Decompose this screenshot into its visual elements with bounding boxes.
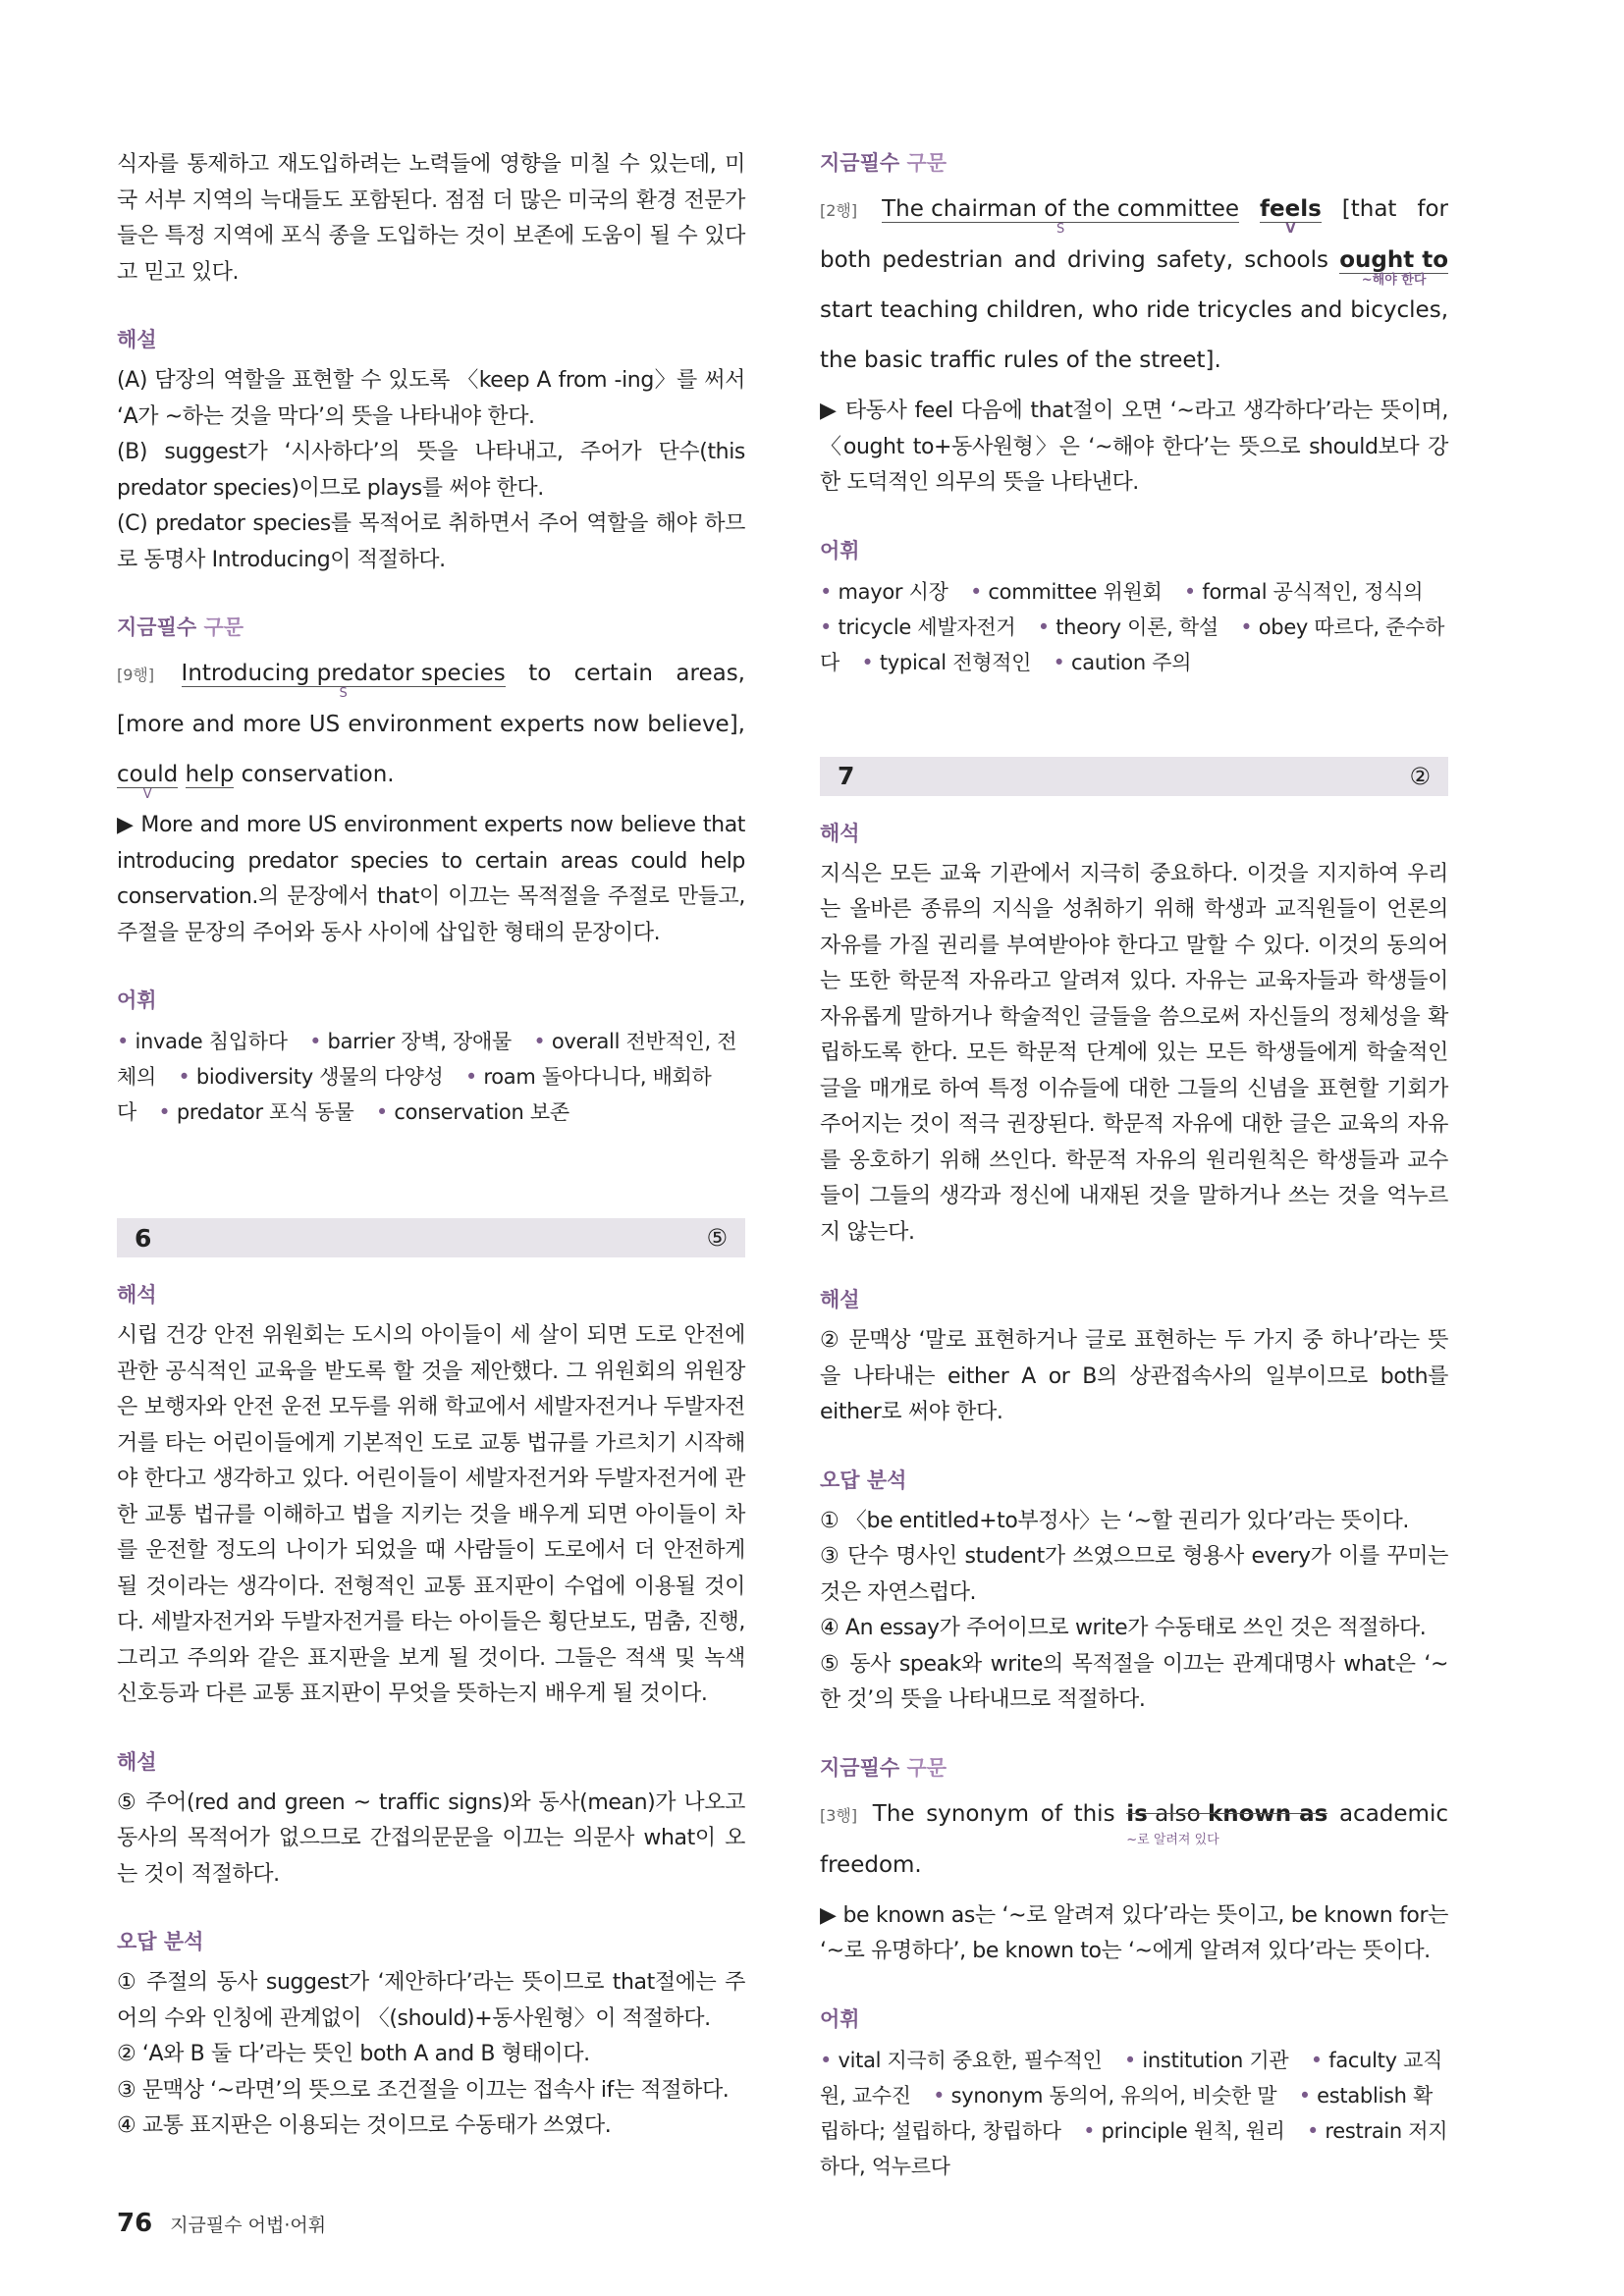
page-number: 76 — [117, 2209, 153, 2238]
gumun-heading: 지금필수 구문 — [820, 1755, 947, 1780]
vocab-heading: 어휘 — [820, 538, 860, 562]
haeseol-c: (C) predator species를 목적어로 취하면서 주어 역할을 해야 하므로 동명사 Introducing이 적절하다. — [117, 511, 745, 572]
q7-explanation: ② 문맥상 ‘말로 표현하거나 글로 표현하는 두 가지 중 하나’라는 뜻을 나타내는 either A or B의 상관접속사의 일부이므로 both를 either로 써야 한다. — [820, 1328, 1448, 1424]
intro-paragraph: 식자를 통제하고 재도입하려는 노력들에 영향을 미칠 수 있는데, 미국 서부 지역의 늑대들도 포함된다. 점점 더 많은 미국의 환경 전문가들은 특정 지역에 포식 종을 도입하는 것이 보존에 도움이 될 수 있다고 믿고 있다. — [117, 152, 745, 285]
vocab-item: • biodiversity 생물의 다양성 — [178, 1065, 443, 1089]
vocab-item: • conservation 보존 — [376, 1100, 569, 1124]
gumun-note: ▶ be known as는 ‘~로 알려져 있다’라는 뜻이고, be known for는 ‘~로 유명하다’, be known to는 ‘~에게 알려져 있다’라는 뜻이다. — [820, 1902, 1448, 1963]
haeseok-heading: 해석 — [820, 821, 860, 845]
vocab-item: • formal 공식적인, 정식의 — [1184, 580, 1423, 604]
verb-underline-2: help — [185, 762, 235, 787]
odap-heading: 오답 분석 — [820, 1468, 907, 1492]
odap-item: ② ‘A와 B 둘 다’라는 뜻인 both A and B 형태이다. — [117, 2042, 590, 2066]
odap-item: ③ 단수 명사인 student가 쓰였으므로 형용사 every가 이를 꾸미는 것은 자연스럽다. — [820, 1544, 1448, 1605]
vocab-item: • mayor 시장 — [820, 580, 948, 604]
gumun-heading: 지금필수 구문 — [820, 151, 947, 175]
odap-item: ① 주절의 동사 suggest가 ‘제안하다’라는 뜻이므로 that절에는 주어의 수와 인칭에 관계없이 〈(should)+동사원형〉이 적절하다. — [117, 1970, 745, 2031]
vocab-heading: 어휘 — [117, 988, 157, 1012]
verb-underline: could V — [117, 762, 179, 802]
left-column — [117, 147, 745, 2145]
vocab-item: • synonym 동의어, 유의어, 비슷한 말 — [933, 2084, 1276, 2108]
vocab-item: • institution 기관 — [1124, 2049, 1288, 2072]
known-as-bracket: is also known as ~로 알려져 있다 — [1126, 1789, 1327, 1840]
line-tag: [9행] — [117, 666, 155, 684]
vocab-item: • committee 위원회 — [970, 580, 1163, 604]
vocab-item: • caution 주의 — [1054, 651, 1192, 674]
odap-item: ① 〈be entitled+to부정사〉는 ‘~할 권리가 있다’라는 뜻이다. — [820, 1508, 1409, 1533]
book-title: 지금필수 어법·어휘 — [170, 2215, 327, 2236]
line-tag: [3행] — [820, 1805, 858, 1825]
q6-explanation: ⑤ 주어(red and green ~ traffic signs)와 동사(mean)가 나오고 동사의 목적어가 없으므로 간접의문문을 이끄는 의문사 what이 오는 것이 적절하다. — [117, 1789, 745, 1887]
vocab-item: • restrain 저지하다, 억누르다 — [820, 2119, 1447, 2178]
odap-item: ④ 교통 표지판은 이용되는 것이므로 수동태가 쓰였다. — [117, 2113, 612, 2138]
haeseol-heading: 해설 — [117, 1749, 157, 1774]
vocab-list — [820, 2043, 1448, 2184]
answer-mark: ② — [1409, 762, 1431, 790]
vocab-item: • tricycle 세발자전거 — [820, 615, 1015, 639]
odap-item: ③ 문맥상 ‘~라면’의 뜻으로 조건절을 이끄는 접속사 if는 적절하다. — [117, 2077, 730, 2103]
vocab-item: • obey 따르다, 준수하다 — [820, 615, 1444, 674]
haeseok-heading: 해석 — [117, 1283, 157, 1307]
q7-translation: 지식은 모든 교육 기관에서 지극히 중요하다. 이것을 지지하여 우리는 올바른 종류의 지식을 성취하기 위해 학생과 교직원들이 언론의 자유를 가질 권리를 부여받아야 한다고 말할 수 있다. 이것의 동의어는 또한 학문적 자유라고 알려져 있다. 자유는 교육자들과 학생들이 자유롭게 말하거나 학술적인 글들을 씀으로써 자신들의 정체성을 확립하도록 한다. 모든 학문적 단계에 있는 모든 학생들에게 학술적인 글을 매개로 하여 특정 이슈들에 대한 그들의 신념을 표현할 기회가 주어지는 것이 적극 권장된다. 학문적 자유에 대한 글은 교육의 자유를 옹호하기 위해 쓰인다. 학문적 자유의 원리원칙은 학생들과 교수들이 그들의 생각과 정신에 내재된 것을 말하거나 쓰는 것을 억누르지 않는다. — [820, 861, 1448, 1245]
vocab-item: • theory 이론, 학설 — [1038, 615, 1218, 639]
right-column — [820, 147, 1448, 2184]
gumun-note: ▶ More and more US environment experts now believe that introducing predator species to certain areas could help conservation.의 문장에서 that이 이끄는 목적절을 주절로 만들고, 주절을 문장의 주어와 동사 사이에 삽입한 형태의 문장이다. — [117, 813, 745, 945]
gumun-sentence: [3행] The synonym of this is also known as ~로 알려져 있다 academic freedom. — [820, 1789, 1448, 1891]
question-6-bar — [117, 1218, 745, 1257]
gumun-sentence: [9행] Introducing predator species S to certain areas, [more and more US environment experts now believe], could V help conservation. — [117, 661, 745, 802]
line-tag: [2행] — [820, 201, 858, 220]
gumun-note: ▶ 타동사 feel 다음에 that절이 오면 ‘~라고 생각하다’라는 뜻이며, 〈ought to+동사원형〉은 ‘~해야 한다’는 뜻으로 should보다 강한 도덕적인 의무의 뜻을 나타낸다. — [820, 399, 1448, 495]
haeseol-b: (B) suggest가 ‘시사하다’의 뜻을 나타내고, 주어가 단수(this predator species)이므로 plays를 써야 한다. — [117, 440, 745, 501]
vocab-item: • principle 원칙, 원리 — [1083, 2119, 1284, 2143]
gumun-heading: 지금필수 구문 — [117, 615, 244, 639]
vocab-item: • establish 확립하다; 설립하다, 창립하다 — [820, 2084, 1433, 2143]
odap-item: ④ An essay가 주어이므로 write가 수동태로 쓰인 것은 적절하다. — [820, 1616, 1427, 1640]
vocab-item: • typical 전형적인 — [861, 651, 1031, 674]
question-number: 7 — [838, 762, 855, 790]
vocab-item: • invade 침입하다 — [117, 1030, 288, 1053]
vocab-item: • predator 포식 동물 — [158, 1100, 353, 1124]
vocab-item: • faculty 교직원, 교수진 — [820, 2049, 1442, 2108]
vocab-item: • vital 지극히 중요한, 필수적인 — [820, 2049, 1103, 2072]
vocab-item: • overall 전반적인, 전체의 — [117, 1030, 736, 1089]
gumun-sentence: [2행] The chairman of the committee S feels V [that for both pedestrian and driving safety, schools ought to ~해야 한다 start teaching children, who ride tricycles and bicycles, the basic traffic rules of the street]. — [820, 196, 1448, 373]
subject-underline: Introducing predator species S — [181, 661, 506, 701]
question-number: 6 — [135, 1223, 152, 1253]
subject-underline: The chairman of the committee S — [882, 196, 1240, 237]
ought-to-underline: ought to ~해야 한다 — [1339, 247, 1448, 288]
vocab-heading: 어휘 — [820, 2006, 860, 2031]
page-footer — [117, 2209, 326, 2238]
verb-underline: feels V — [1260, 196, 1322, 237]
vocab-item: • roam 돌아다니다, 배회하다 — [117, 1065, 712, 1124]
answer-mark: ⑤ — [706, 1224, 728, 1252]
vocab-list — [117, 1024, 745, 1130]
odap-item: ⑤ 동사 speak와 write의 목적절을 이끄는 관계대명사 what은 ‘~한 것’의 뜻을 나타내므로 적절하다. — [820, 1651, 1448, 1712]
haeseol-heading: 해설 — [820, 1288, 860, 1311]
q6-translation: 시립 건강 안전 위원회는 도시의 아이들이 세 살이 되면 도로 안전에 관한 공식적인 교육을 받도록 할 것을 제안했다. 그 위원회의 위원장은 보행자와 안전 운전 모두를 위해 학교에서 세발자전거나 두발자전거를 타는 어린이들에게 기본적인 도로 교통 법규를 가르치기 시작해야 한다고 생각하고 있다. 어린이들이 세발자전거와 두발자전거에 관한 교통 법규를 이해하고 법을 지키는 것을 배우게 되면 아이들이 차를 운전할 정도의 나이가 되었을 때 사람들이 도로에서 더 안전하게 될 것이라는 생각이다. 전형적인 교통 표지판이 수업에 이용될 것이다. 세발자전거와 두발자전거를 타는 아이들은 횡단보도, 멈춤, 진행, 그리고 주의와 같은 표지판을 보게 될 것이다. 그들은 적색 및 녹색 신호등과 다른 교통 표지판이 무엇을 뜻하는지 배우게 될 것이다. — [117, 1323, 745, 1706]
vocab-item: • barrier 장벽, 장애물 — [309, 1030, 512, 1053]
vocab-list — [820, 574, 1448, 680]
question-7-bar — [820, 757, 1448, 796]
haeseol-heading: 해설 — [117, 328, 157, 351]
odap-heading: 오답 분석 — [117, 1930, 204, 1953]
haeseol-a: (A) 담장의 역할을 표현할 수 있도록 〈keep A from -ing〉를 써서 ‘A가 ~하는 것을 막다’의 뜻을 나타내야 한다. — [117, 368, 745, 429]
